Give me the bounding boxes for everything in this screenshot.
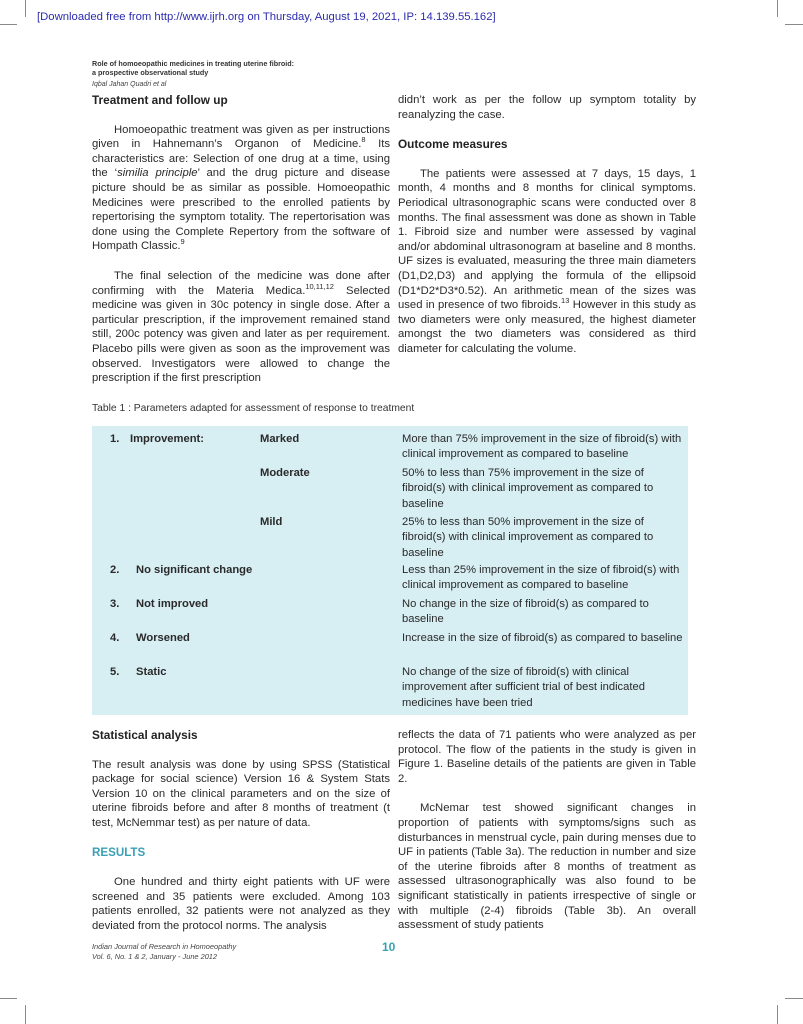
row-category: Static xyxy=(136,666,167,678)
paragraph-medicine-selection xyxy=(92,269,390,386)
citation: 13 xyxy=(561,296,570,306)
citation: 9 xyxy=(180,237,185,247)
paragraph-statistical: The result analysis was done by using SPSS (Statistical package for social science) Version 16 & System Stats Version 10 on the clinical parameters and on the size of uterine fibroids before and after 8 months of treatment (t test, McNemmar test) as per nature of data. xyxy=(92,758,390,829)
left-column-upper xyxy=(92,93,390,386)
text: Its characteristics are: Selection of one drug at a time, using the ‘ xyxy=(92,138,390,180)
row-description: Increase in the size of fibroid(s) as compared to baseline xyxy=(402,632,683,644)
crop-mark-br-v xyxy=(777,1005,778,1024)
heading-outcome-measures: Outcome measures xyxy=(398,137,508,152)
text: ’ and the drug picture and disease picture should be as similar as possible. Homoeopathic Medicines were prescribed to the enrolled patients by repertorising the symptom totality. The repertorisation was done using the Complete Repertory from the software of Hompath Classic. xyxy=(92,167,390,253)
row-category: Improvement: xyxy=(130,433,204,445)
table-1 xyxy=(92,426,688,715)
row-subcategory: Moderate xyxy=(260,467,310,479)
row-category: No significant change xyxy=(136,564,253,576)
row-subcategory: Marked xyxy=(260,433,300,445)
download-banner[interactable]: [Downloaded free from http://www.ijrh.org on Thursday, August 19, 2021, IP: 14.139.55.162] xyxy=(37,11,496,23)
crop-mark-tr-h xyxy=(785,24,803,25)
row-subcategory: Mild xyxy=(260,516,283,528)
paragraph-treatment xyxy=(92,123,390,254)
text: Homoeopathic treatment was given as per instructions given in Hahnemann’s Organon of Medicine. xyxy=(92,123,390,151)
text: The final selection of the medicine was done after confirming with the Materia Medica. xyxy=(92,269,390,297)
heading-treatment-follow-up: Treatment and follow up xyxy=(92,93,228,107)
text: However in this study as two diameters were only measured, the highest diameter amongst the two diameters was considered as third diameter for calculating the volume. xyxy=(398,299,696,355)
row-category: Not improved xyxy=(136,598,209,610)
row-description: 25% to less than 50% improvement in the size of fibroid(s) with clinical improvement as compared to baseline xyxy=(402,516,654,559)
heading-statistical-analysis: Statistical analysis xyxy=(92,728,198,742)
italic-term: similia principle xyxy=(117,167,198,180)
crop-mark-tl-v xyxy=(25,0,26,17)
citation: 10,11,12 xyxy=(305,281,334,291)
paragraph-mcnemar: McNemar test showed significant changes in proportion of patients with symptoms/signs such as disturbances in menstrual cycle, pain during menses due to UF in patients (Table 3a). The reduction in number and size of the uterine fibroids after 8 months of treatment as assessed ultrasonographically was also found to be significant statistically in patients irrespective of single or with multiple (2-4) fibroids (Table 3b). An overall assessment of study patients xyxy=(398,802,696,932)
row-description: 50% to less than 75% improvement in the size of fibroid(s) with clinical improvement as compared to baseline xyxy=(402,467,654,510)
table-caption: Table 1 : Parameters adapted for assessment of response to treatment xyxy=(92,403,415,414)
row-number: 3. xyxy=(110,598,120,610)
crop-mark-bl-h xyxy=(0,998,17,999)
page-number: 10 xyxy=(382,940,396,954)
footer-journal-name: Indian Journal of Research in Homoeopathy xyxy=(92,942,237,951)
row-description: More than 75% improvement in the size of fibroid(s) with clinical improvement as compared to baseline xyxy=(402,433,682,461)
text: Selected medicine was given in 30c potency in single dose. After a particular prescription, if the improvement remained stand still, 200c potency was given and later as per requirement. Placebo pills were given as soon as the improvement was observed. Investigators were allowed to change the prescription if the first prescription xyxy=(92,284,390,385)
paragraph-continued: didn’t work as per the follow up symptom totality by reanalyzing the case. xyxy=(398,94,696,121)
row-description: No change in the size of fibroid(s) as compared to baseline xyxy=(402,598,649,626)
running-head-line1: Role of homoeopathic medicines in treating uterine fibroid: xyxy=(92,59,295,68)
heading-results: RESULTS xyxy=(92,845,146,859)
text: The patients were assessed at 7 days, 15 days, 1 month, 4 months and 8 months for clinical symptoms. Periodical ultrasonographic scans were conducted over 8 months. The final assessment was done as shown in Table 1. Fibroid size and number were assessed by vaginal and/or abdominal ultrasonogram at baseline and 8 months. UF sizes is evaluated, measuring the three main diameters (D1,D2,D3) and applying the formula of the ellipsoid (D1*D2*D3*0.52). An arithmetic mean of the sizes was used in presence of two fibroids. xyxy=(398,167,696,312)
paragraph-results-continued: reflects the data of 71 patients who were analyzed as per protocol. The flow of the patients in the study is given in Figure 1. Baseline details of the patients are given in Table 2. xyxy=(398,729,696,785)
paragraph-results: One hundred and thirty eight patients with UF were screened and 35 patients were excluded. Among 103 patients enrolled, 32 patients were not analyzed as they deviated from the protocol norms. The analysis xyxy=(92,876,390,932)
footer-journal-info xyxy=(92,942,236,961)
crop-mark-br-h xyxy=(785,998,803,999)
left-column-lower xyxy=(92,728,390,934)
row-description: No change of the size of fibroid(s) with clinical improvement after sufficient trial of best indicated medicines have been tried xyxy=(402,666,645,709)
row-number: 5. xyxy=(110,666,120,678)
row-category: Worsened xyxy=(136,632,190,644)
row-number: 2. xyxy=(110,564,120,576)
footer-journal-volume: Vol. 6, No. 1 & 2, January - June 2012 xyxy=(92,951,218,961)
right-column-upper xyxy=(398,93,696,357)
row-description: Less than 25% improvement in the size of fibroid(s) with clinical improvement as compared to baseline xyxy=(402,564,680,592)
crop-mark-bl-v xyxy=(25,1005,26,1024)
running-head-line2: a prospective observational study xyxy=(92,68,209,77)
row-number: 1. xyxy=(110,433,120,445)
running-head-author: Iqbal Jahan Quadri et al xyxy=(92,81,167,88)
running-head-title xyxy=(92,59,294,77)
crop-mark-tr-v xyxy=(777,0,778,17)
right-column-lower xyxy=(398,728,696,933)
citation: 8 xyxy=(361,135,366,145)
crop-mark-tl-h xyxy=(0,24,17,25)
row-number: 4. xyxy=(110,632,120,644)
paragraph-outcome xyxy=(398,167,696,357)
